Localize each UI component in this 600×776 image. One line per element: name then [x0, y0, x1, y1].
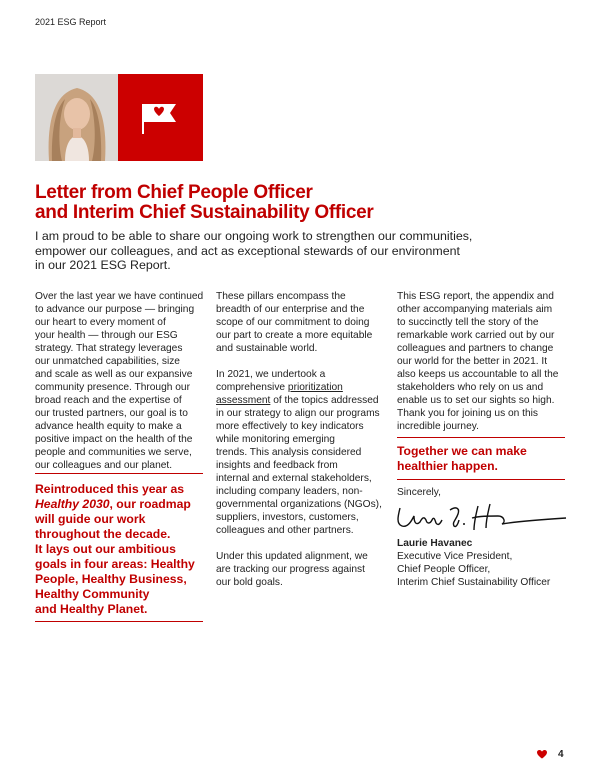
body-line: are tracking our progress against: [216, 564, 365, 575]
pullquote-line: People, Healthy Business,: [35, 572, 187, 586]
closing-salutation: Sincerely,: [397, 487, 441, 498]
body-line: [216, 381, 386, 394]
column-1-text: [35, 290, 205, 472]
body-line: and scale as well as our expansive: [35, 369, 193, 380]
body-line: Under this updated alignment, we: [216, 551, 368, 562]
body-line: insights and feedback from: [216, 460, 338, 471]
pullquote-line: goals in four areas: Healthy: [35, 557, 195, 571]
body-line: suppliers, investors, customers,: [216, 512, 359, 523]
pullquote-line: [35, 497, 203, 512]
body-line: enable us to set our sights so high.: [397, 395, 555, 406]
body-line: your health — through our ESG: [35, 330, 178, 341]
body-line: governmental organizations (NGOs),: [216, 499, 382, 510]
body-line: This ESG report, the appendix and: [397, 291, 554, 302]
title-line: and Interim Chief Sustainability Officer: [35, 202, 374, 223]
pullquote-line: Reintroduced this year as: [35, 482, 185, 496]
healthy-2030-italic: Healthy 2030: [35, 497, 110, 511]
body-line: other accompanying materials aim: [397, 304, 553, 315]
signer-name: Laurie Havanec: [397, 538, 473, 549]
body-line: community presence. Through our: [35, 382, 190, 393]
body-line: also keeps us accountable to all the: [397, 369, 559, 380]
body-line: scope of our commitment to doing: [216, 317, 370, 328]
body-line: and sustainable world.: [216, 343, 318, 354]
body-line: colleagues and partners to change: [397, 343, 554, 354]
pullquote-text: , our roadmap: [109, 497, 191, 511]
body-line: our trusted partners, our goal is to: [35, 408, 188, 419]
body-line: strategy. That strategy leverages: [35, 343, 183, 354]
pullquote-line: Together we can make: [397, 444, 527, 458]
signer-title: Interim Chief Sustainability Officer: [397, 577, 551, 588]
lead-line: in our 2021 ESG Report.: [35, 258, 171, 272]
body-line: people and communities we serve,: [35, 447, 192, 458]
prioritization-assessment-link[interactable]: prioritization: [287, 382, 343, 393]
lead-line: empower our colleagues, and act as exceptional stewards of our environment: [35, 243, 460, 258]
signer-title: Executive Vice President,: [397, 551, 513, 562]
body-line: our bold goals.: [216, 577, 283, 588]
signer-block: [397, 537, 550, 589]
body-line: our colleagues and our planet.: [35, 460, 173, 471]
body-line: our unmatched capabilities, size: [35, 356, 180, 367]
report-header: 2021 ESG Report: [35, 17, 107, 27]
body-line: more effectively to key indicators: [216, 421, 364, 432]
body-line: to advance our purpose — bringing: [35, 304, 195, 315]
pullquote-line: throughout the decade.: [35, 527, 171, 541]
body-line: to succinctly tell the story of the: [397, 317, 539, 328]
heart-flag-icon: [118, 74, 203, 161]
heart-icon: [537, 750, 547, 759]
title-line: Letter from Chief People Officer: [35, 182, 313, 203]
body-line: Over the last year we have continued: [35, 291, 204, 302]
pullquote-line: will guide our work: [35, 512, 146, 526]
body-line: These pillars encompass the: [216, 291, 346, 302]
body-line: breadth of our enterprise and the: [216, 304, 365, 315]
paragraph: [216, 290, 386, 355]
pullquote-healthier-happen: [397, 437, 565, 480]
body-line: our part to create a more equitable: [216, 330, 373, 341]
handwritten-signature: [394, 500, 570, 534]
body-line: including company leaders, non-: [216, 486, 363, 497]
pullquote-healthy-2030: [35, 473, 203, 622]
body-text: comprehensive: [216, 382, 288, 393]
body-line: our heart to every moment of: [35, 317, 166, 328]
body-line: while monitoring emerging: [216, 434, 335, 445]
body-text: of the topics addressed: [270, 395, 379, 406]
paragraph: [216, 550, 386, 589]
body-line: our world for the better in 2021. It: [397, 356, 548, 367]
body-line: In 2021, we undertook a: [216, 369, 326, 380]
body-line: trends. This analysis considered: [216, 447, 362, 458]
body-line: advance health equity to make a: [35, 421, 182, 432]
body-line: Thank you for joining us on this: [397, 408, 539, 419]
body-line: in our strategy to align our programs: [216, 408, 380, 419]
page-title: [35, 183, 374, 223]
body-line: [216, 394, 386, 407]
page-number: 4: [558, 749, 564, 760]
pullquote-line: It lays out our ambitious: [35, 542, 176, 556]
pullquote-line: Healthy Community: [35, 587, 150, 601]
prioritization-assessment-link[interactable]: assessment: [216, 395, 271, 406]
column-2-text: [216, 290, 386, 602]
page-footer: [537, 749, 564, 760]
lead-paragraph: [35, 229, 485, 273]
pullquote-line: healthier happen.: [397, 459, 498, 473]
body-line: internal and external stakeholders,: [216, 473, 372, 484]
body-line: incredible journey.: [397, 421, 479, 432]
body-line: broad reach and the expertise of: [35, 395, 182, 406]
heart-flag-badge: [118, 74, 203, 161]
column-3-text: [397, 290, 565, 433]
body-line: stakeholders who rely on us and: [397, 382, 544, 393]
pullquote-line: and Healthy Planet.: [35, 602, 148, 616]
body-line: remarkable work carried out by our: [397, 330, 555, 341]
signer-title: Chief People Officer,: [397, 564, 491, 575]
body-line: positive impact on the health of the: [35, 434, 193, 445]
executive-portrait-photo: [35, 74, 118, 161]
body-line: colleagues and other partners.: [216, 525, 354, 536]
lead-line: I am proud to be able to share our ongoing work to strengthen our communities,: [35, 229, 473, 243]
paragraph: [216, 368, 386, 537]
